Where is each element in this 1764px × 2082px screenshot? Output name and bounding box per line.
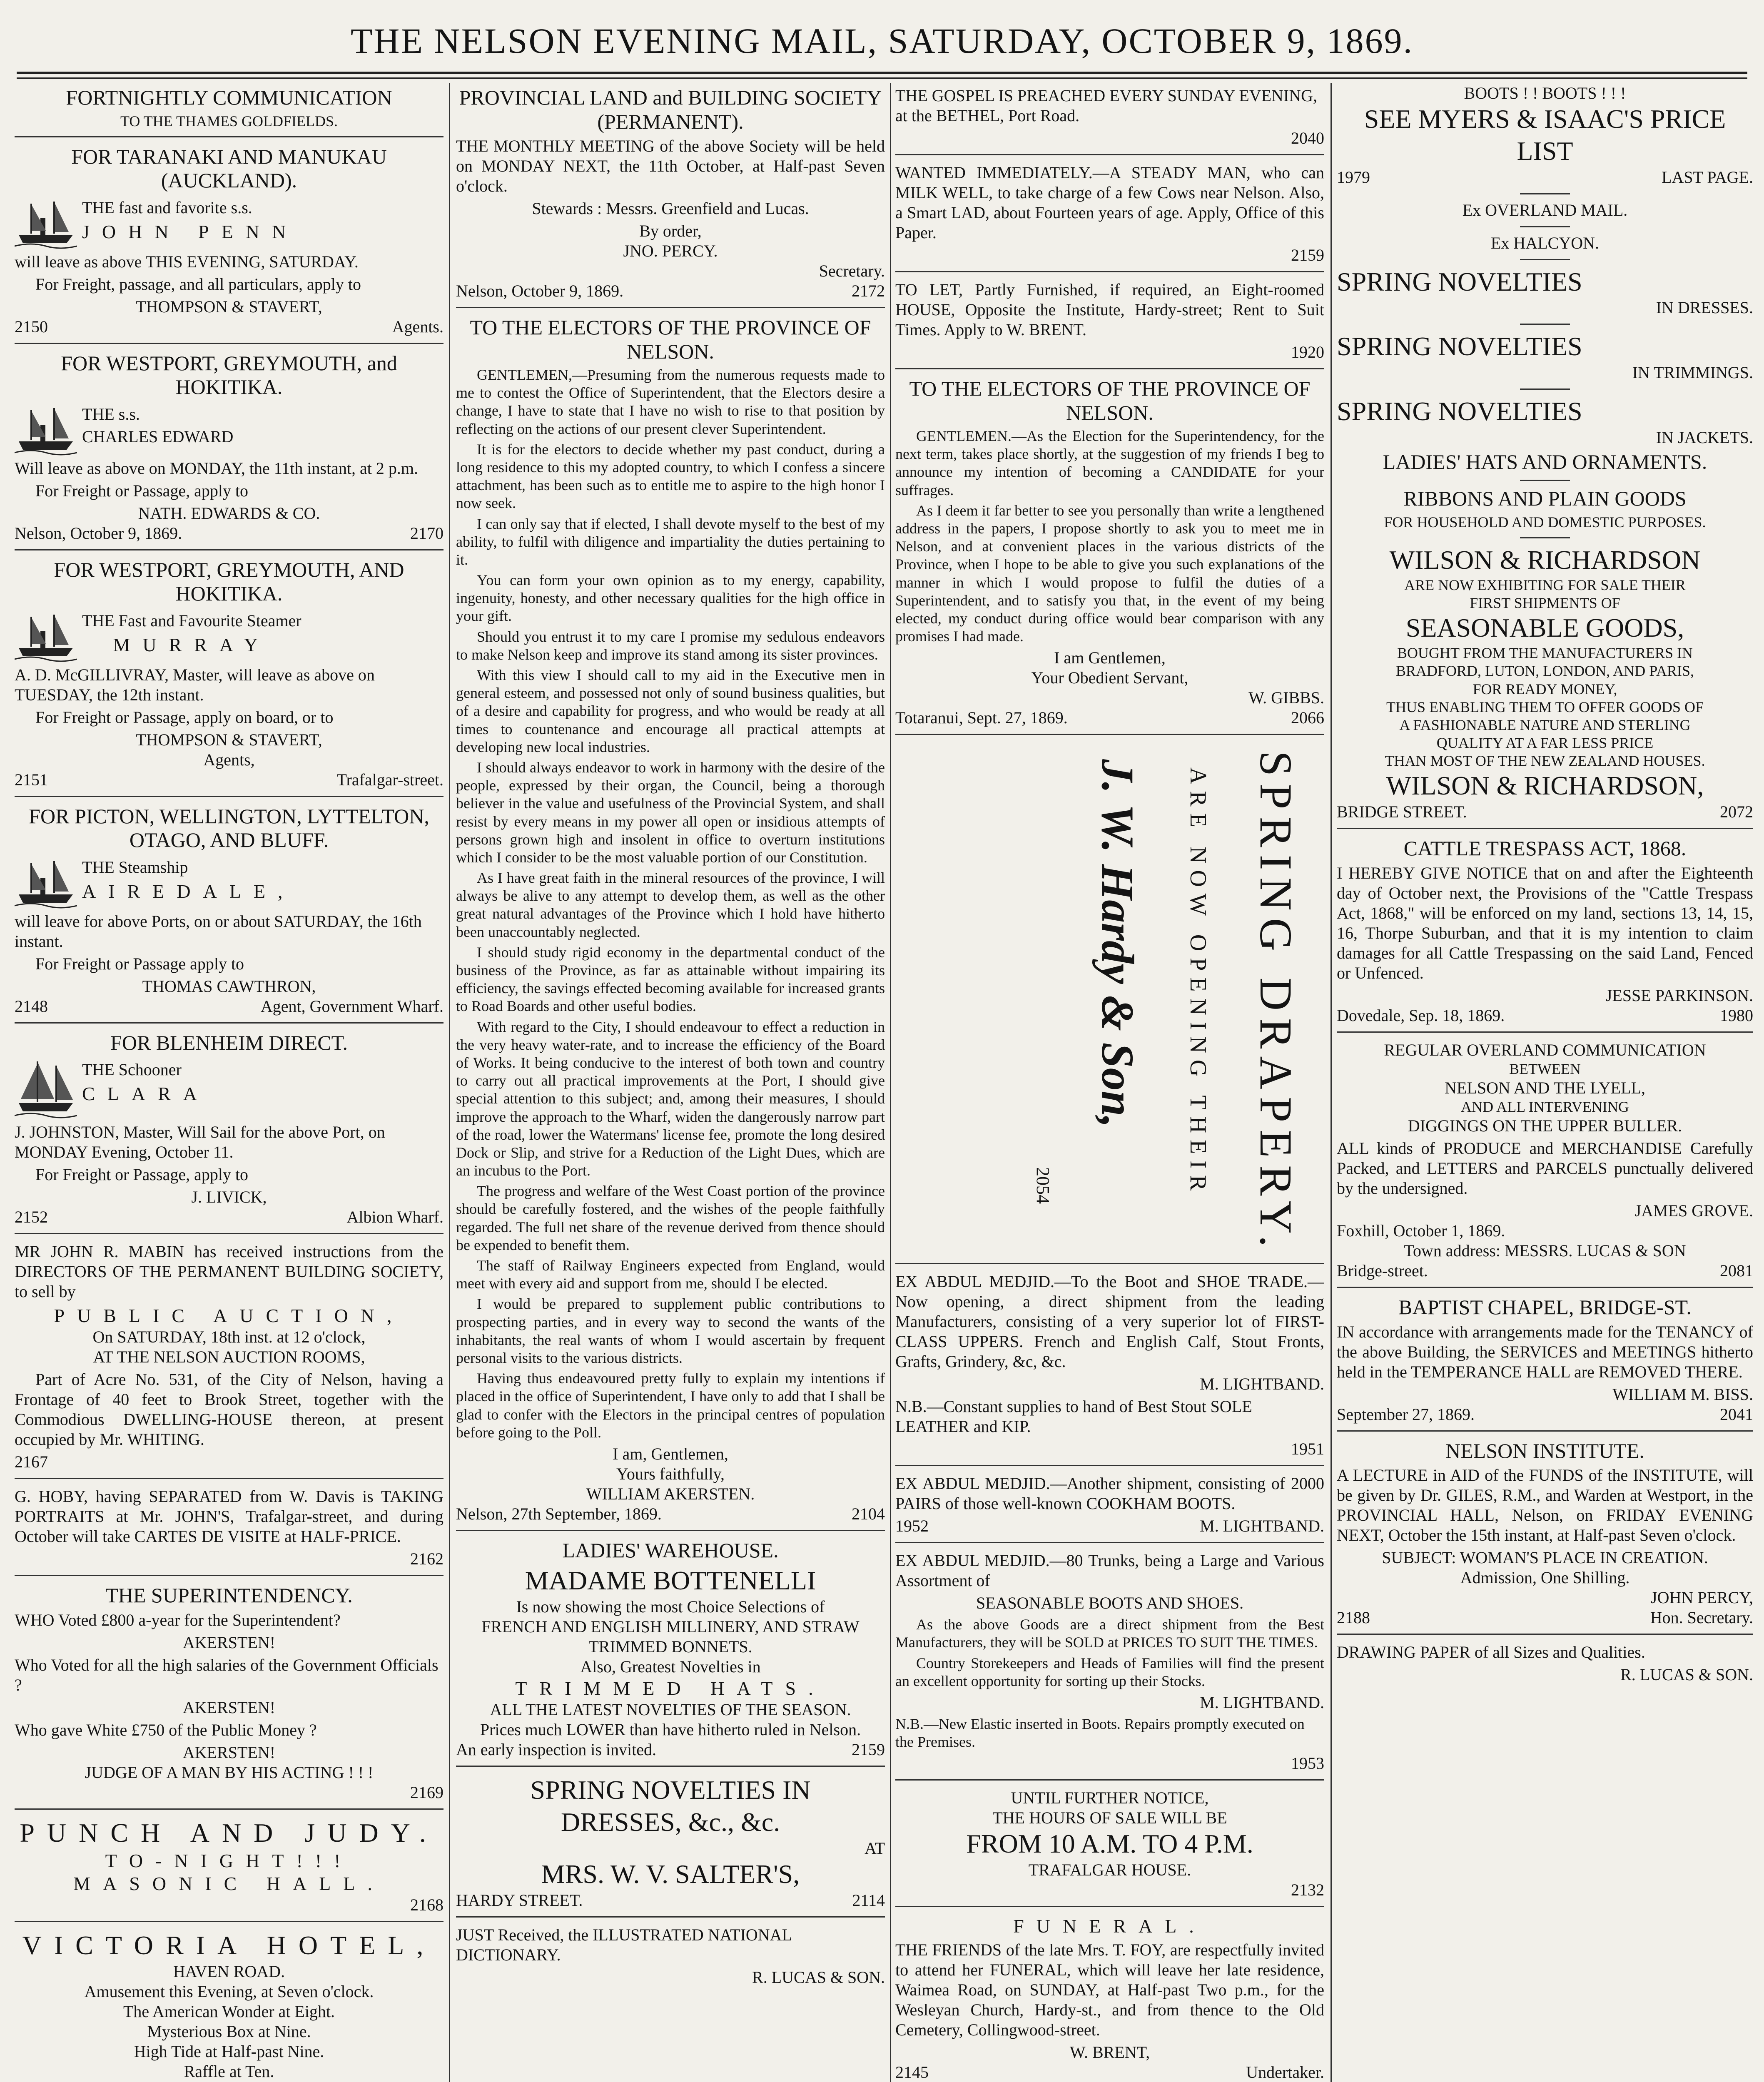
ad-gospel xyxy=(895,86,1324,155)
ad-line: Mysterious Box at Nine. xyxy=(147,2022,311,2041)
ad-line: FIRST SHIPMENTS OF xyxy=(1470,595,1620,612)
ad-text: N.B.—Constant supplies to hand of Best Stout SOLE LEATHER and KIP. xyxy=(895,1397,1252,1436)
ad-number: 2170 xyxy=(410,523,443,543)
ad-baptist-chapel xyxy=(1337,1295,1753,1432)
ad-subheading: TO THE THAMES GOLDFIELDS. xyxy=(120,112,338,130)
ad-number: 2169 xyxy=(410,1783,443,1802)
ad-line: HARDY STREET. xyxy=(456,1890,583,1910)
ad-line: ARE NOW EXHIBITING FOR SALE THEIR xyxy=(1404,576,1686,593)
ad-westport-1 xyxy=(15,351,443,550)
ad-picton xyxy=(15,804,443,1024)
signature: JESSE PARKINSON. xyxy=(1605,986,1753,1005)
ad-heading: FUNERAL. xyxy=(1013,1915,1206,1937)
ad-line: An early inspection is invited. xyxy=(456,1740,657,1759)
ad-line: FRENCH AND ENGLISH MILLINERY, AND STRAW TRIMMED BONNETS. xyxy=(481,1617,860,1656)
ad-heading: SPRING NOVELTIES xyxy=(1337,266,1582,296)
ad-name: J. W. Hardy & Son, xyxy=(1092,759,1143,1128)
ad-lightband-1 xyxy=(895,1272,1324,1466)
column-divider xyxy=(890,83,891,2082)
ad-ladies-warehouse xyxy=(456,1539,885,1767)
ad-paragraph: With regard to the City, I should endeavour to effect a reduction in the very heavy water-rate, and to increase the efficiency of the Board of Works. It being conducive to the interest of both town and country to carry out all practical improvements at the Port, I should give special attention to this subject; and, among their measures, I should improve the approach to the Wharf, widen the dangerously narrow part of the road, lower the Watermans' license fee, promote the long desired Dock or Slip, and strive for a Reduction of the Light Dues, which are an incubus to the Port. xyxy=(456,1018,885,1179)
ad-line: THE s.s. xyxy=(82,404,140,423)
ad-line: MASONIC HALL. xyxy=(73,1873,385,1894)
ad-heading: PUNCH AND JUDY. xyxy=(20,1818,439,1848)
ad-heading: FOR PICTON, WELLINGTON, LYTTELTON, OTAGO, AND BLUFF. xyxy=(29,804,429,852)
ad-paragraph: The progress and welfare of the West Coast portion of the province should be carefully fostered, and the wishes of the people faithfully regarded. The full net share of the revenue derived from thence should be expended to benefit them. xyxy=(456,1183,885,1253)
ad-line: Is now showing the most Choice Selections of xyxy=(516,1597,825,1616)
ad-line: THE HOURS OF SALE WILL BE xyxy=(992,1808,1227,1828)
ad-text: EX ABDUL MEDJID.—To the Boot and SHOE TRADE.—Now opening, a direct shipment from the leading Manufacturers, consisting of a very superior lot of FIRST-CLASS UPPERS. French and English Calf, Stout Fronts, Grafts, Grindery, &c, &c. xyxy=(895,1272,1324,1371)
ad-paragraph: As I deem it far better to see you personally than write a lengthened address in the papers, I propose shortly to ask you to meet me in Nelson, and at convenient places in the various districts of the Province, when I hope to be able to give you such explanations of the manner in which I would propose to fulfil the duties of a Superintendent, and to satisfy you that, in the event of my being elected, my conduct during office would bear comparison with any promises I had made. xyxy=(895,502,1324,645)
ad-line: Bridge-street. xyxy=(1337,1261,1428,1280)
ad-number: 2172 xyxy=(852,281,885,300)
ad-line: Will leave as above on MONDAY, the 11th instant, at 2 p.m. xyxy=(15,458,419,478)
ad-lightband-3 xyxy=(895,1551,1324,1781)
ad-line: A FASHIONABLE NATURE AND STERLING xyxy=(1399,716,1691,733)
ad-line: AND ALL INTERVENING xyxy=(1461,1098,1629,1115)
ad-line: JUDGE OF A MAN BY HIS ACTING ! ! ! xyxy=(85,1763,374,1782)
ad-westport-2 xyxy=(15,558,443,797)
ad-heading: SPRING NOVELTIES IN xyxy=(530,1775,811,1805)
ad-fortnightly xyxy=(15,86,443,137)
ad-line: Who gave White £750 of the Public Money ? xyxy=(15,1720,317,1739)
ad-name: MADAME BOTTENELLI xyxy=(525,1566,816,1596)
ad-line: High Tide at Half-past Nine. xyxy=(134,2042,324,2061)
ad-name: WILSON & RICHARDSON xyxy=(1389,545,1701,575)
ad-line: THUS ENABLING THEM TO OFFER GOODS OF xyxy=(1386,698,1704,715)
column-1 xyxy=(15,83,443,2082)
ad-text: MR JOHN R. MABIN has received instructions from the DIRECTORS OF THE PERMANENT BUILDING SOCIETY, to sell by xyxy=(15,1242,443,1301)
signature: M. LIGHTBAND. xyxy=(1200,1693,1324,1712)
ad-drawing-paper xyxy=(1337,1642,1753,1691)
ad-paragraph: As the above Goods are a direct shipment from the Best Manufacturers, they will be SOLD at PRICES TO SUIT THE TIMES. xyxy=(895,1616,1324,1651)
ad-text: THE MONTHLY MEETING of the above Society will be held on MONDAY NEXT, the 11th October, at Half-past Seven o'clock. xyxy=(456,137,885,195)
schooner-icon xyxy=(15,1057,77,1120)
ad-heading: FOR WESTPORT, GREYMOUTH, AND HOKITIKA. xyxy=(54,558,404,605)
steamship-icon xyxy=(15,195,77,249)
ad-footer xyxy=(1337,802,1753,829)
ad-number: 2150 xyxy=(15,317,48,336)
ad-answer: AKERSTEN! xyxy=(182,1698,276,1717)
ad-number: 1920 xyxy=(1291,343,1324,361)
ship-name: CHARLES EDWARD xyxy=(82,427,234,446)
ad-number: 2054 xyxy=(1033,1167,1053,1204)
ad-heading: REGULAR OVERLAND COMMUNICATION xyxy=(1384,1040,1706,1059)
agent-role: Agents. xyxy=(392,317,443,336)
ad-line: Town address: MESSRS. LUCAS & SON xyxy=(1404,1241,1686,1260)
ad-heading: FORTNIGHTLY COMMUNICATION xyxy=(66,86,392,109)
ad-hoby xyxy=(15,1487,443,1576)
ad-paragraph: I would be prepared to supplement public contributions to prospecting parties, and in every way to second the wants of the inhabitants, the real wants of whom I would ascertain by frequent personal visits to the various districts. xyxy=(456,1295,885,1366)
ad-date: September 27, 1869. xyxy=(1337,1405,1475,1424)
ad-number: 2152 xyxy=(15,1208,48,1227)
ad-line: THAN MOST OF THE NEW ZEALAND HOUSES. xyxy=(1385,752,1705,770)
ad-line: AT THE NELSON AUCTION ROOMS, xyxy=(93,1347,365,1367)
steamship-icon xyxy=(15,608,77,662)
ad-line: For Freight or Passage, apply to xyxy=(35,481,249,500)
ship-name: JOHN PENN xyxy=(82,221,299,242)
ad-line: Admission, One Shilling. xyxy=(1460,1568,1630,1587)
ad-text: N.B.—New Elastic inserted in Boots. Repairs promptly executed on the Premises. xyxy=(895,1716,1305,1751)
ad-line: J. JOHNSTON, Master, Will Sail for the above Port, on MONDAY Evening, October 11. xyxy=(15,1123,385,1162)
ad-number: 2162 xyxy=(410,1549,443,1569)
ad-heading: LADIES' HATS AND ORNAMENTS. xyxy=(1383,450,1707,473)
ad-heading: THE SUPERINTENDENCY. xyxy=(105,1584,353,1607)
ad-text: ALL kinds of PRODUCE and MERCHANDISE Carefully Packed, and LETTERS and PARCELS punctually delivered by the undersigned. xyxy=(1337,1139,1753,1198)
newspaper-title: THE NELSON EVENING MAIL, SATURDAY, OCTOBER 9, 1869. xyxy=(350,21,1414,61)
ad-line: Prices much LOWER than have hitherto ruled in Nelson. xyxy=(480,1720,861,1739)
ad-paragraph: I should study rigid economy in the departmental conduct of the business of the Province, as far as attainable without impairing its efficiency, the savings effected becoming available for increased grants to Road Boards and other useful bodies. xyxy=(456,944,885,1015)
ad-heading: VICTORIA HOTEL, xyxy=(22,1930,436,1960)
ad-line: THE Steamship xyxy=(82,857,188,877)
ad-line: By order, xyxy=(639,222,702,240)
divider xyxy=(1520,537,1570,538)
ad-number: 2104 xyxy=(852,1504,885,1523)
ad-text: EX ABDUL MEDJID.—80 Trunks, being a Large and Various Assortment of xyxy=(895,1551,1324,1590)
ad-heading: NELSON INSTITUTE. xyxy=(1445,1439,1644,1462)
signature: JOHN PERCY, xyxy=(1651,1588,1753,1607)
ad-number: 2151 xyxy=(15,770,48,789)
ad-mabin-auction xyxy=(15,1242,443,1479)
ad-line: For Freight or Passage, apply on board, or to xyxy=(35,707,334,727)
column-divider xyxy=(449,83,450,2082)
ad-number: 2066 xyxy=(1291,708,1324,727)
ad-name: MRS. W. V. SALTER'S, xyxy=(541,1859,800,1889)
ad-line: LAST PAGE. xyxy=(1661,167,1753,187)
ad-heading: PROVINCIAL LAND and BUILDING SOCIETY (PERMANENT). xyxy=(459,86,882,133)
ad-line: Ex HALCYON. xyxy=(1491,233,1599,252)
masthead xyxy=(0,0,1764,71)
signature: JAMES GROVE. xyxy=(1634,1201,1753,1220)
ad-number: 2081 xyxy=(1720,1261,1753,1280)
ad-paragraph: It is for the electors to decide whether my past conduct, during a long residence to this my adopted country, to which I confess a sincere attachment, has been such as to entitle me to aspire to the high honor I now seek. xyxy=(456,441,885,512)
ad-line: For Freight or Passage, apply to xyxy=(35,1165,249,1184)
ad-line: FOR HOUSEHOLD AND DOMESTIC PURPOSES. xyxy=(1384,513,1706,530)
ad-taranaki xyxy=(15,145,443,344)
signature: R. LUCAS & SON. xyxy=(1620,1665,1753,1684)
ad-text: I HEREBY GIVE NOTICE that on and after the Eighteenth day of October next, the Provisions of the "Cattle Trespass Act, 1868," will be enforced on my land, sections 13, 14, 15, 16, Thorpe Suburban, and that it is my intention to claim damages for all Cattle Trespassing on the said Land, Fenced or Unfenced. xyxy=(1337,863,1753,982)
divider xyxy=(1520,259,1570,260)
ad-line: IN TRIMMINGS. xyxy=(1632,363,1753,382)
ad-line: ALL THE LATEST NOVELTIES OF THE SEASON. xyxy=(490,1700,851,1719)
column-divider xyxy=(1330,83,1332,2082)
divider xyxy=(1520,193,1570,194)
ad-number: 1980 xyxy=(1720,1006,1753,1025)
agent-name: THOMPSON & STAVERT, xyxy=(136,730,322,749)
ad-line: will leave for above Ports, on or about SATURDAY, the 16th instant. xyxy=(15,911,422,951)
ad-paragraph: You can form your own opinion as to my energy, capability, ingenuity, honesty, and other necessary qualities for the high office in your gift. xyxy=(456,572,885,625)
ad-line: BETWEEN xyxy=(1509,1060,1581,1077)
signature: WILLIAM AKERSTEN. xyxy=(586,1484,755,1503)
ad-line: TRIMMED HATS. xyxy=(515,1678,826,1699)
ad-paragraph: GENTLEMEN,—Presuming from the numerous requests made to me to contest the Office of Superintendent, that the Electors desire a change, I have to state that I have no wish to rise to that position by reflecting on the actions of our present clever Superintendent. xyxy=(456,366,885,437)
ad-line: THE fast and favorite s.s. xyxy=(82,198,252,217)
ad-answer: AKERSTEN! xyxy=(182,1743,276,1762)
ad-heading: FOR WESTPORT, GREYMOUTH, and HOKITIKA. xyxy=(61,351,397,399)
signature: M. LIGHTBAND. xyxy=(1200,1517,1324,1536)
ad-date: Nelson, 27th September, 1869. xyxy=(456,1504,662,1523)
ad-paragraph: Should you entrust it to my care I promise my sedulous endeavors to make Nelson keep and improve its stand among its sister provinces. xyxy=(456,628,885,663)
ad-heading: LADIES' WAREHOUSE. xyxy=(562,1538,779,1562)
ad-heading: RIBBONS AND PLAIN GOODS xyxy=(1403,487,1687,511)
ad-lucas-dictionary xyxy=(456,1925,885,1993)
ad-heading: PUBLIC AUCTION, xyxy=(54,1305,404,1327)
ad-line: Who Voted for all the high salaries of the Government Officials ? xyxy=(15,1655,439,1694)
agent-address: Agent, Government Wharf. xyxy=(260,996,443,1016)
ad-name: WILSON & RICHARDSON, xyxy=(1386,771,1704,801)
ad-text: A LECTURE in AID of the FUNDS of the INSTITUTE, will be given by Dr. GILES, R.M., and Warden at Westport, in the PROVINCIAL HALL, Nelson, on FRIDAY EVENING NEXT, October the 15th instant, at Half-past Seven o'clock. xyxy=(1337,1466,1753,1545)
ad-heading: SPRING NOVELTIES xyxy=(1337,396,1582,426)
ad-line: Raffle at Ten. xyxy=(184,2062,274,2081)
ad-line: Stewards : Messrs. Greenfield and Lucas. xyxy=(532,199,809,218)
ad-text: EX ABDUL MEDJID.—Another shipment, consisting of 2000 PAIRS of those well-known COOKHAM BOOTS. xyxy=(895,1474,1324,1513)
signature: M. LIGHTBAND. xyxy=(1200,1375,1324,1394)
ad-heading: FROM 10 A.M. TO 4 P.M. xyxy=(966,1829,1253,1859)
ad-gibbs-address xyxy=(895,377,1324,735)
ad-paragraph: With this view I should call to my aid in the Executive men in general esteem, and possessed not only of sound business qualities, but of a desire and capability for progress, and who would be ready at all times to countenance and encourage all practical attempts at developing new local industries. xyxy=(456,667,885,755)
divider xyxy=(1520,389,1570,390)
ad-line: ARE NOW OPENING THEIR xyxy=(1185,767,1211,1198)
ad-text: TO LET, Partly Furnished, if required, an Eight-roomed HOUSE, Opposite the Institute, Hardy-street; Rent to Suit Times. Apply to W. BRENT. xyxy=(895,280,1324,339)
ad-superintendency xyxy=(15,1584,443,1810)
ad-line: QUALITY AT A FAR LESS PRICE xyxy=(1436,735,1654,752)
ad-nelson-institute xyxy=(1337,1439,1753,1635)
ad-cattle-trespass xyxy=(1337,837,1753,1033)
ad-date: Dovedale, Sep. 18, 1869. xyxy=(1337,1006,1505,1025)
signature: WILLIAM M. BISS. xyxy=(1612,1385,1753,1404)
ad-paragraph: I can only say that if elected, I shall devote myself to the best of my ability, to fulfil with diligence and impartiality the duties pertaining to it. xyxy=(456,515,885,568)
ad-paragraph: GENTLEMEN.—As the Election for the Superintendency, for the next term, takes place shortly, at the suggestion of my friends I beg to announce my intention of becoming a CANDIDATE for your suffrages. xyxy=(895,428,1324,498)
agent-address: Albion Wharf. xyxy=(346,1208,443,1227)
ad-line: UNTIL FURTHER NOTICE, xyxy=(1011,1788,1209,1808)
signature-role: Undertaker. xyxy=(1246,2063,1324,2082)
ad-answer: AKERSTEN! xyxy=(182,1633,276,1652)
ad-paragraph: Country Storekeepers and Heads of Families will find the present an excellent opportunity for sorting up their Stocks. xyxy=(895,1654,1324,1689)
ad-victoria-hotel xyxy=(15,1930,443,2082)
ad-text: THE GOSPEL IS PREACHED EVERY SUNDAY EVENING, at the BETHEL, Port Road. xyxy=(895,86,1317,125)
ad-provincial-society xyxy=(456,86,885,308)
ad-paragraph: Having thus endeavoured pretty fully to explain my intentions if placed in the office of Superintendent, I have only to add that I shall be glad to confer with the Electors in the principal centres of population before going to the Poll. xyxy=(456,1370,885,1441)
ad-date: Foxhill, October 1, 1869. xyxy=(1337,1221,1505,1240)
ad-number: 2145 xyxy=(895,2063,929,2082)
ad-text: G. HOBY, having SEPARATED from W. Davis is TAKING PORTRAITS at Mr. JOHN'S, Trafalgar-street, and during October will take CARTES DE VISITE at HALF-PRICE. xyxy=(15,1487,443,1546)
ad-date: Nelson, October 9, 1869. xyxy=(15,523,182,543)
ad-line: The American Wonder at Eight. xyxy=(123,2002,335,2021)
ad-line: BOUGHT FROM THE MANUFACTURERS IN xyxy=(1397,645,1693,662)
ship-name: MURRAY xyxy=(113,634,271,655)
ad-date: Nelson, October 9, 1869. xyxy=(456,281,624,300)
ad-number: 2041 xyxy=(1720,1405,1753,1424)
divider xyxy=(1520,226,1570,227)
ad-heading: BOOTS ! ! BOOTS ! ! ! xyxy=(1464,84,1626,102)
ad-heading: CATTLE TRESPASS ACT, 1868. xyxy=(1403,837,1687,860)
agent-name: J. LIVICK, xyxy=(191,1188,267,1207)
ad-heading: TO THE ELECTORS OF THE PROVINCE OF NELSON. xyxy=(909,377,1311,424)
steamship-icon xyxy=(15,402,77,456)
ad-line: BRIDGE STREET. xyxy=(1337,802,1467,822)
ad-line: Also, Greatest Novelties in xyxy=(580,1657,761,1676)
ad-number: 2040 xyxy=(1291,129,1324,147)
closing: Yours faithfully, xyxy=(616,1464,725,1483)
ad-number: 2114 xyxy=(852,1890,885,1910)
ad-line: For Freight or Passage apply to xyxy=(35,954,244,973)
ad-line: Ex OVERLAND MAIL. xyxy=(1462,200,1628,219)
signature: W. BRENT, xyxy=(1069,2043,1150,2062)
ad-text: WANTED IMMEDIATELY.—A STEADY MAN, who can MILK WELL, to take charge of a few Cows near Nelson. Also, a Smart LAD, about Fourteen years of age. Apply, Office of this Paper. xyxy=(895,163,1324,242)
ad-number: 1953 xyxy=(1291,1754,1324,1773)
ad-line: BRADFORD, LUTON, LONDON, AND PARIS, xyxy=(1395,662,1694,680)
ad-akersten-address xyxy=(456,316,885,1531)
ship-name: AIREDALE, xyxy=(82,880,295,902)
column-3 xyxy=(895,83,1324,2082)
ad-number: 2188 xyxy=(1337,1608,1370,1627)
agent-role: Agents, xyxy=(203,750,255,769)
ad-line: HAVEN ROAD. xyxy=(173,1962,285,1981)
ad-hardy-spring-drapery xyxy=(895,742,1324,1264)
ad-line: will leave as above THIS EVENING, SATURDAY. xyxy=(15,252,359,271)
ad-line: On SATURDAY, 18th inst. at 12 o'clock, xyxy=(92,1327,366,1347)
ad-number: 1979 xyxy=(1337,167,1370,187)
signature: R. LUCAS & SON. xyxy=(752,1967,885,1987)
agent-name: THOMPSON & STAVERT, xyxy=(136,297,322,316)
ad-line: SUBJECT: WOMAN'S PLACE IN CREATION. xyxy=(1382,1548,1708,1567)
ad-line: THE Schooner xyxy=(82,1060,182,1079)
ad-number: 2132 xyxy=(1291,1880,1324,1900)
agent-address: Trafalgar-street. xyxy=(336,770,443,789)
ad-number: 1951 xyxy=(1291,1439,1324,1459)
ad-line: SEE MYERS & ISAAC'S PRICE LIST xyxy=(1364,104,1726,166)
ad-line: AT xyxy=(865,1838,885,1858)
ship-name: CLARA xyxy=(82,1083,209,1105)
ad-heading: SPRING NOVELTIES xyxy=(1337,331,1582,361)
column-4 xyxy=(1337,83,1753,2082)
ad-number: 2072 xyxy=(1720,802,1753,822)
ad-text: THE FRIENDS of the late Mrs. T. FOY, are respectfully invited to attend her FUNERAL, which will leave her late residence, Waimea Road, on SUNDAY, at Half-past Two p.m., for the Wesleyan Church, Hardy-st., and from thence to the Old Cemetery, Collingwood-street. xyxy=(895,1940,1324,2040)
ad-heading: SPRING DRAPERY. xyxy=(1251,751,1301,1255)
divider xyxy=(1520,324,1570,325)
ad-number: 2168 xyxy=(410,1895,443,1915)
ad-heading: BAPTIST CHAPEL, BRIDGE-ST. xyxy=(1398,1295,1692,1319)
ad-line: A. D. McGILLIVRAY, Master, will leave as above on TUESDAY, the 12th instant. xyxy=(15,665,375,704)
ad-paragraph: The staff of Railway Engineers expected from England, would meet with every aid and support from me, should I be elected. xyxy=(456,1257,885,1292)
ad-blenheim xyxy=(15,1031,443,1235)
ad-text: DRAWING PAPER of all Sizes and Qualities. xyxy=(1337,1643,1645,1662)
ad-trafalgar-house xyxy=(895,1788,1324,1907)
ad-line: IN DRESSES. xyxy=(1656,298,1753,317)
closing: I am Gentlemen, xyxy=(1054,648,1166,667)
ad-number: 2159 xyxy=(852,1740,885,1759)
ad-number: 1952 xyxy=(895,1517,929,1536)
ad-line: DIGGINGS ON THE UPPER BULLER. xyxy=(1408,1116,1682,1136)
ad-paragraph: As I have great faith in the mineral resources of the province, I will always be alive to any attempt to develop them, as well as the other great natural advantages of the Province which I hold have hitherto been unaccountably neglected. xyxy=(456,869,885,940)
masthead-rule-thin xyxy=(17,77,1747,79)
signature: JNO. PERCY. xyxy=(623,242,718,260)
agent-name: THOMAS CAWTHRON, xyxy=(142,976,316,996)
ad-date: Totaranui, Sept. 27, 1869. xyxy=(895,708,1068,727)
ad-line: TO-NIGHT!!! xyxy=(105,1850,353,1871)
signature-role: Hon. Secretary. xyxy=(1650,1608,1753,1627)
ad-paragraph: I should always endeavor to work in harmony with the desire of the people, expressed by their organ, the Council, being a thorough believer in the value and usefulness of the Provincial System, and shall resist by every means in my power all open or insidious attempts of persons grown high and insolent in office to overturn institutions which I consider to be the most valuable portion of our Constitution. xyxy=(456,759,885,866)
divider xyxy=(1520,480,1570,481)
ad-line: SEASONABLE BOOTS AND SHOES. xyxy=(976,1594,1244,1613)
ad-line: TRAFALGAR HOUSE. xyxy=(1028,1860,1191,1880)
ad-number: 2148 xyxy=(15,996,48,1016)
ad-to-let xyxy=(895,280,1324,369)
signature-role: Secretary. xyxy=(819,261,885,280)
ad-punch-judy xyxy=(15,1817,443,1922)
ad-number: 2167 xyxy=(15,1452,48,1472)
ad-line: DRESSES, &c., &c. xyxy=(561,1807,780,1837)
ad-salter xyxy=(456,1774,885,1917)
steamship-icon xyxy=(15,855,77,909)
ad-text: IN accordance with arrangements made for the TENANCY of the above Building, the SERVICES and MEETINGS hitherto held in the TEMPERANCE HALL are REMOVED THERE. xyxy=(1337,1322,1753,1381)
ad-line: THE Fast and Favourite Steamer xyxy=(82,611,301,630)
ad-heading: FOR TARANAKI AND MANUKAU (AUCKLAND). xyxy=(71,144,387,192)
column-2 xyxy=(456,83,885,2082)
ad-overland-communication xyxy=(1337,1040,1753,1288)
ad-wanted xyxy=(895,163,1324,272)
ad-text: JUST Received, the ILLUSTRATED NATIONAL DICTIONARY. xyxy=(456,1925,792,1964)
masthead-rule xyxy=(17,72,1747,74)
closing: Your Obedient Servant, xyxy=(1031,668,1188,687)
ad-line: WHO Voted £800 a-year for the Superintendent? xyxy=(15,1610,341,1629)
closing: I am, Gentlemen, xyxy=(613,1444,728,1463)
ad-heading: TO THE ELECTORS OF THE PROVINCE OF NELSON. xyxy=(470,316,871,363)
ad-line: NELSON AND THE LYELL, xyxy=(1445,1078,1645,1097)
ad-line: FOR READY MONEY, xyxy=(1472,680,1617,697)
ad-number: 2159 xyxy=(1291,246,1324,264)
agent-name: NATH. EDWARDS & CO. xyxy=(138,503,320,523)
ad-line: SEASONABLE GOODS, xyxy=(1405,613,1684,643)
ad-line: For Freight, passage, and all particulars, apply to xyxy=(35,274,361,294)
ad-line: Amusement this Evening, at Seven o'clock. xyxy=(84,1982,374,2001)
ad-heading: FOR BLENHEIM DIRECT. xyxy=(110,1031,348,1054)
ad-line: IN JACKETS. xyxy=(1656,428,1753,447)
ad-lightband-2 xyxy=(895,1474,1324,1543)
ad-text: Part of Acre No. 531, of the City of Nelson, having a Frontage of 40 feet to Brook Street, together with the Commodious DWELLING-HOUSE thereon, at present occupied by Mr. WHITING. xyxy=(15,1370,443,1449)
ad-funeral xyxy=(895,1915,1324,2082)
signature: W. GIBBS. xyxy=(1248,688,1324,707)
